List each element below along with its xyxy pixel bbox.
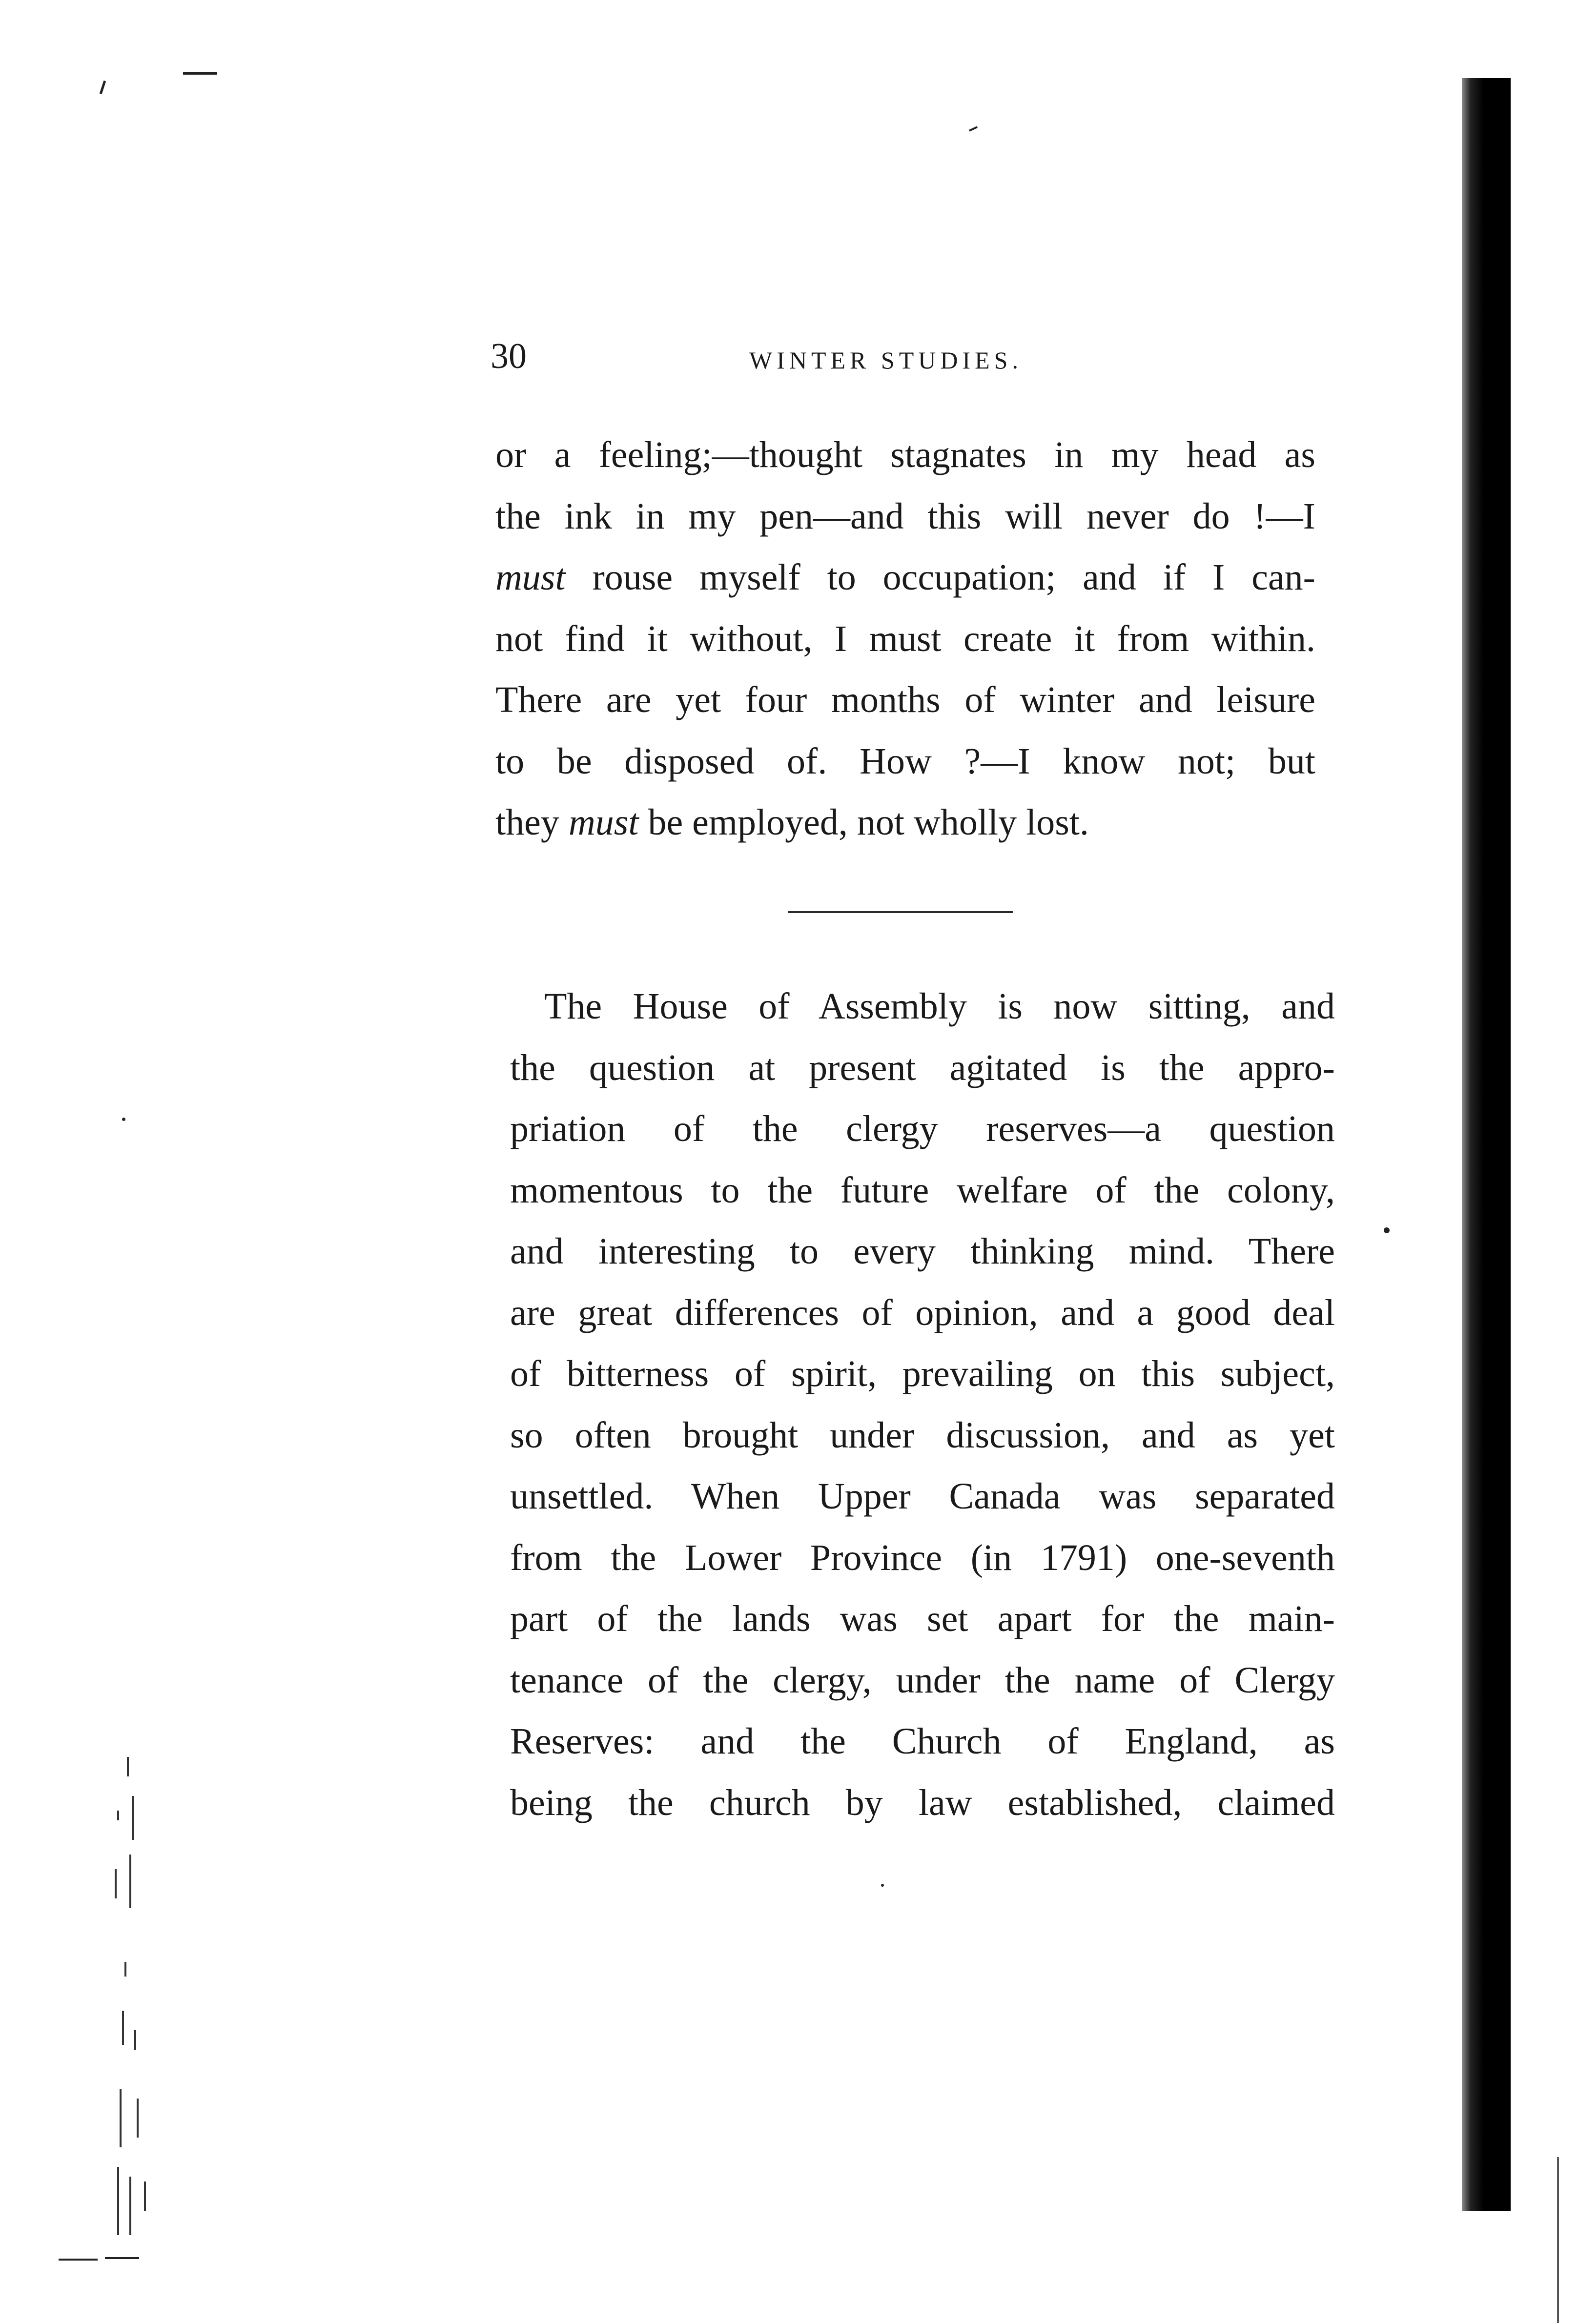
text-line: or a feeling;—thought stagnates in my head as: [495, 434, 1315, 475]
text-line: unsettled. When Upper Canada was separated: [510, 1476, 1335, 1517]
text-line: tenance of the clergy, under the name of Clergy: [510, 1659, 1335, 1701]
text-line: There are yet four months of winter and leisure: [495, 679, 1315, 720]
scan-mark: [100, 81, 106, 94]
scan-mark: [59, 2259, 98, 2261]
scan-dot: [881, 1884, 884, 1887]
text-line: priation of the clergy reserves—a question: [510, 1108, 1335, 1149]
scan-edge-shadow: [1462, 78, 1511, 2211]
text-line: part of the lands was set apart for the main-: [510, 1598, 1335, 1639]
text-line: from the Lower Province (in 1791) one-seventh: [510, 1537, 1335, 1578]
running-head: WINTER STUDIES.: [749, 347, 1023, 374]
text-line: are great differences of opinion, and a good deal: [510, 1292, 1335, 1333]
page-header: [491, 332, 1320, 381]
paragraph-1: [495, 425, 1315, 854]
scan-edge-line: [1557, 2157, 1559, 2323]
scan-dot: [122, 1118, 125, 1121]
text-line: to be disposed of. How ?—I know not; but: [495, 740, 1315, 782]
scan-mark: [969, 126, 978, 131]
text-line: The House of Assembly is now sitting, and: [544, 986, 1335, 1027]
text-line: and interesting to every thinking mind. There: [510, 1231, 1335, 1272]
scan-dot: [1384, 1227, 1390, 1233]
text-line: they must be employed, not wholly lost.: [495, 802, 1089, 843]
text-line: being the church by law established, claimed: [510, 1782, 1335, 1823]
text-line: momentous to the future welfare of the colony,: [510, 1169, 1335, 1211]
scan-mark: [105, 2257, 139, 2259]
margin-scratches: [107, 1757, 176, 2245]
text-line: must rouse myself to occupation; and if I can-: [495, 557, 1315, 598]
text-line: of bitterness of spirit, prevailing on this subject,: [510, 1353, 1335, 1394]
paragraph-2: [510, 976, 1335, 1834]
text-line: the ink in my pen—and this will never do !—I: [495, 495, 1315, 537]
text-line: so often brought under discussion, and as yet: [510, 1414, 1335, 1456]
section-separator: [788, 911, 1013, 913]
scan-mark: [183, 72, 217, 75]
text-line: not find it without, I must create it from within.: [495, 618, 1315, 659]
page-number: 30: [491, 336, 527, 376]
text-line: the question at present agitated is the appro-: [510, 1047, 1335, 1088]
text-line: Reserves: and the Church of England, as: [510, 1721, 1335, 1762]
